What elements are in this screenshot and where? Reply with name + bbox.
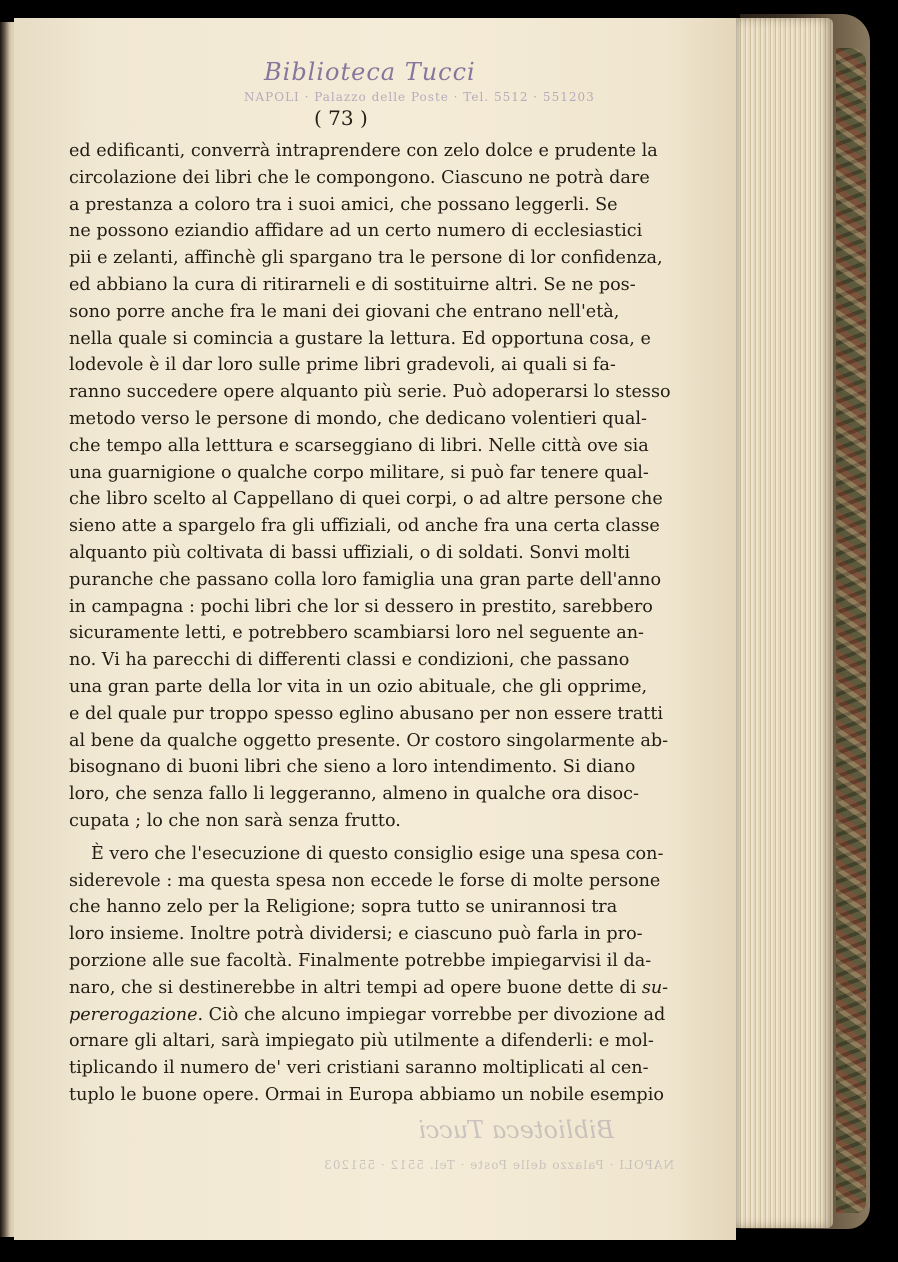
text-line: che libro scelto al Cappellano di quei corpi, o ad altre persone che	[69, 489, 663, 510]
text-line: in campagna : pochi libri che lor si dessero in prestito, sarebbero	[69, 596, 653, 617]
text-line: al bene da qualche oggetto presente. Or costoro singolarmente ab-	[69, 730, 669, 751]
page-edges	[733, 18, 833, 1228]
text-line: siderevole : ma questa spesa non eccede le forse di molte persone	[69, 870, 661, 891]
text-line: ed edificanti, converrà intraprendere con zelo dolce e prudente la	[69, 141, 658, 161]
text-line: puranche che passano colla loro famiglia una gran parte dell'anno	[69, 569, 662, 590]
bleedthrough-address: NAPOLI · Palazzo delle Poste · Tel. 5512 · 551203	[323, 1158, 674, 1172]
text-line: loro, che senza fallo li leggeranno, almeno in qualche ora disoc-	[69, 784, 639, 805]
text-line: una gran parte della lor vita in un ozio abituale, che gli opprime,	[69, 676, 648, 697]
text-line: no. Vi ha parecchi di differenti classi e condizioni, che passano	[69, 650, 630, 671]
text-line: a prestanza a coloro tra i suoi amici, che possano leggerli. Se	[69, 194, 618, 215]
text-line: tuplo le buone opere. Ormai in Europa abbiamo un nobile esempio	[69, 1084, 664, 1105]
text-line: loro insieme. Inoltre potrà dividersi; e ciascuno può farla in pro-	[69, 924, 643, 945]
text-line: sicuramente letti, e potrebbero scambiarsi loro nel seguente an-	[69, 623, 645, 644]
text-line: cupata ; lo che non sarà senza frutto.	[69, 810, 401, 831]
text-line: ranno succedere opere alquanto più serie. Può adoperarsi lo stesso	[69, 382, 671, 403]
stamp-library-name: Biblioteca Tucci	[264, 58, 476, 86]
text-line: naro, che si destinerebbe in altri tempi ad opere buone dette di su-	[69, 977, 669, 998]
text-line: nella quale si comincia a gustare la lettura. Ed opportuna cosa, e	[69, 328, 651, 349]
text-line: tiplicando il numero de' veri cristiani saranno moltiplicati al cen-	[69, 1058, 649, 1079]
text-line: È vero che l'esecuzione di questo consiglio esige una spesa con-	[91, 843, 664, 864]
marbled-cover-edge	[836, 48, 866, 1213]
text-line: che hanno zelo per la Religione; sopra tutto se unirannosi tra	[69, 897, 618, 918]
page-number: ( 73 )	[314, 106, 368, 130]
text-line: porzione alle sue facoltà. Finalmente potrebbe impiegarvisi il da-	[69, 950, 652, 971]
stamp-address: NAPOLI · Palazzo delle Poste · Tel. 5512 · 551203	[244, 90, 595, 104]
text-line: che tempo alla letttura e scarseggiano di libri. Nelle città ove sia	[69, 435, 649, 456]
text-line: ne possono eziandio affidare ad un certo numero di ecclesiastici	[69, 221, 643, 242]
text-line: circolazione dei libri che le compongono. Ciascuno ne potrà dare	[69, 167, 650, 188]
text-line: lodevole è il dar loro sulle prime libri gradevoli, ai quali si fa-	[69, 355, 616, 376]
text-line: ed abbiano la cura di ritirarneli e di sostituirne altri. Se ne pos-	[69, 274, 636, 295]
text-line: pii e zelanti, affinchè gli spargano tra le persone di lor confidenza,	[69, 248, 663, 269]
left-page-edge	[0, 22, 14, 1237]
text-line: alquanto più coltivata di bassi uffiziali, o di soldati. Sonvi molti	[69, 542, 631, 563]
text-line: sieno atte a spargelo fra gli uffiziali, od anche fra una certa classe	[69, 516, 660, 537]
text-line: metodo verso le persone di mondo, che dedicano volentieri qual-	[69, 408, 647, 429]
body-text	[69, 138, 671, 1109]
text-line: ornare gli altari, sarà impiegato più utilmente a difenderli: e mol-	[69, 1031, 654, 1052]
bleedthrough-library-name: Biblioteca Tucci	[418, 1116, 614, 1144]
text-line: e del quale pur troppo spesso eglino abusano per non essere tratti	[69, 703, 664, 724]
text-line: bisognano di buoni libri che sieno a loro intendimento. Si diano	[69, 757, 636, 778]
library-stamp-bleedthrough	[314, 1086, 674, 1186]
text-line: pererogazione. Ciò che alcuno impiegar vorrebbe per divozione ad	[69, 1004, 666, 1025]
text-line: una guarnigione o qualche corpo militare, si può far tenere qual-	[69, 462, 649, 483]
text-line: sono porre anche fra le mani dei giovani che entrano nell'età,	[69, 301, 620, 322]
book-page	[14, 18, 736, 1240]
